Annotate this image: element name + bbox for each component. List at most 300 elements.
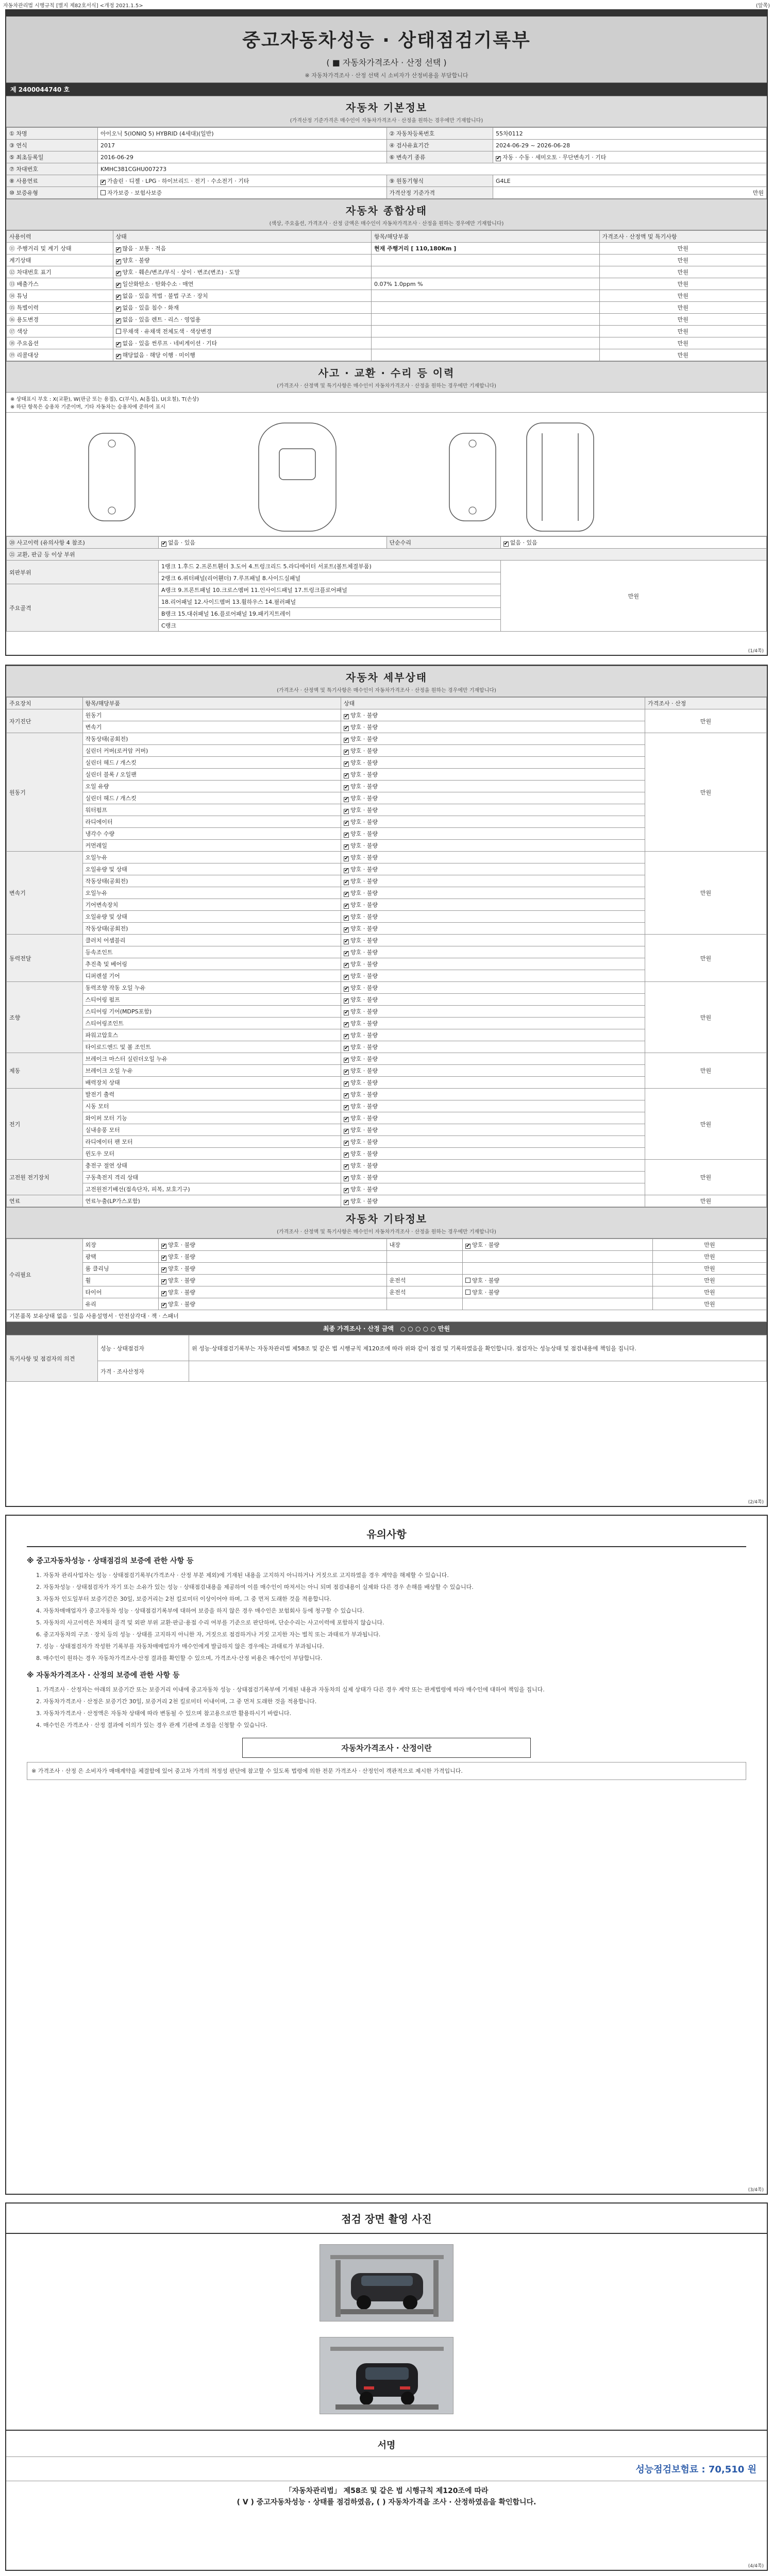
checkbox[interactable] (465, 1278, 470, 1283)
inspector-text: 위 성능·상태점검기록부는 자동차관리법 제58조 및 같은 법 시행규칙 제120조에 따라 위와 같이 점검 및 기록하였음을 확인합니다. 점검자는 성능상태 및 점검내용에 책임을 집니다. (189, 1335, 767, 1361)
other-item: 룸 클리닝 (82, 1263, 159, 1275)
item-label: 충전구 절연 상태 (82, 1160, 341, 1172)
item-price: 만원 (645, 1160, 767, 1195)
notice-item: 2. 자동차성능 · 상태점검자가 자기 또는 소유가 있는 성능 · 상태점검내용을 제공하여 이를 매수인이 따져서는 아니 되며 점검내용이 실제와 다른 경우 손해를 배상할 수 있습니다. (36, 1584, 474, 1590)
status-options: 양호 · 불량 (350, 1115, 378, 1122)
row-price: 만원 (599, 290, 767, 302)
row-label: ⑰ 색상 (7, 326, 113, 337)
checkbox[interactable] (161, 1303, 166, 1308)
other-info-table (6, 1239, 767, 1322)
frame-b: B랭크 15.대쉬패널 16.플로어패널 19.패키지트레이 (159, 608, 501, 620)
car-lift-photo-2 (320, 2337, 453, 2414)
page-number: (4/4쪽) (748, 2564, 764, 2569)
status-options: 양호 · 불량 (350, 783, 378, 790)
item-label: 오일유량 및 상태 (82, 863, 341, 875)
item-status (341, 1053, 645, 1065)
row-status (113, 337, 372, 349)
value-transmission (493, 151, 767, 163)
table-row (7, 1275, 767, 1286)
checkbox[interactable] (344, 1046, 349, 1051)
row-label: ⑫ 차대번호 표기 (7, 266, 113, 278)
item-label: 라디에이터 (82, 816, 341, 828)
row-detail (372, 349, 600, 361)
checkbox[interactable] (116, 283, 121, 288)
checkbox[interactable] (344, 750, 349, 755)
table-row (7, 314, 767, 326)
checkbox[interactable] (116, 354, 121, 359)
checkbox[interactable] (344, 821, 349, 826)
checkbox[interactable] (161, 541, 166, 547)
label-vin: ⑦ 차대번호 (7, 163, 98, 175)
frame-a: A랭크 9.프론트패널 10.크로스멤버 11.인사이드패널 17.트렁크플로어패널 (159, 584, 501, 596)
col-header: 항목/해당부품 (82, 698, 341, 709)
car-frame-view (527, 423, 594, 531)
warranty-options: 자가보증 · 보험사보증 (107, 190, 162, 196)
simple-repair-options: 없음 · 있음 (510, 539, 537, 546)
item-label: 실린더 헤드 / 개스킷 (82, 757, 341, 769)
checkbox[interactable] (116, 307, 121, 312)
item-label: 오일누유 (82, 852, 341, 863)
final-table (6, 1335, 767, 1382)
item-status (341, 1018, 645, 1029)
item-status (341, 1172, 645, 1183)
checkbox[interactable] (100, 180, 106, 185)
table-row (7, 128, 767, 140)
notice-item: 1. 자동차 관리사업자는 성능 · 상태점검기록부(가격조사 · 산정 부분 제외)에 기재된 내용을 고지하지 아니하거나 거짓으로 고지하였을 경우 계약을 해제할 수 있습니다. (36, 1572, 449, 1579)
notice-item: 3. 자동차가격조사 · 산정액은 자동차 상태에 따라 변동될 수 있으며 참고용으로만 활용하시기 바랍니다. (36, 1710, 292, 1717)
simple-repair-label: 단순수리 (386, 537, 500, 549)
table-row (7, 326, 767, 337)
wheel-marker (108, 440, 115, 447)
row-detail (372, 337, 600, 349)
row-label: ⑭ 튜닝 (7, 290, 113, 302)
item-price: 만원 (645, 733, 767, 852)
notice-item: 8. 매수인이 원하는 경우 자동차가격조사·산정 결과를 확인할 수 있으며, 가격조사·산정 비용은 매수인이 부담합니다. (36, 1655, 323, 1662)
item-status (341, 911, 645, 923)
checkbox[interactable] (344, 1188, 349, 1193)
signature-title: 서명 (6, 2430, 767, 2456)
row-price: 만원 (599, 326, 767, 337)
notice-item: 3. 자동차 인도일부터 보증기간은 30일, 보증거리는 2천 킬로미터 이상이어야 하며, 그 중 먼저 도래한 것을 적용합니다. (36, 1596, 331, 1602)
outer-rank1-text: 1랭크 1.후드 2.프론트휀더 3.도어 4.트렁크리드 (161, 563, 281, 570)
checkbox[interactable] (344, 927, 349, 933)
row-label: 계기상태 (7, 255, 113, 266)
checkbox[interactable] (116, 342, 121, 347)
row-detail (372, 255, 600, 266)
table-row (7, 1195, 767, 1207)
col-header: 가격조사 · 산정액 및 특기사항 (599, 231, 767, 243)
checkbox[interactable] (161, 1267, 166, 1273)
item-label: 커먼레일 (82, 840, 341, 852)
item-status (341, 1183, 645, 1195)
status-options: 양호 · 불량 (350, 807, 378, 814)
table-row (7, 1251, 767, 1263)
status-options: 양호 · 불량 (350, 795, 378, 802)
item-status (341, 994, 645, 1006)
car-lift-photo (320, 2245, 453, 2321)
transmission-options: 자동 · 수동 · 세미오토 · 무단변속기 · 기타 (502, 154, 607, 161)
status-options: 양호 · 불량 (350, 961, 378, 968)
item-price: 만원 (645, 1195, 767, 1207)
item-label: 윈도우 모터 (82, 1148, 341, 1160)
table-row (7, 302, 767, 314)
checkbox[interactable] (344, 868, 349, 873)
item-status (341, 1124, 645, 1136)
item-label: 클러치 어셈블리 (82, 935, 341, 946)
item-status (341, 721, 645, 733)
item-status (341, 923, 645, 935)
group-label: 자기진단 (7, 709, 83, 733)
item-status (341, 1148, 645, 1160)
checkbox[interactable] (344, 1141, 349, 1146)
notice-item: 4. 매수인은 가격조사 · 산정 결과에 이의가 있는 경우 관계 기관에 조정을 신청할 수 있습니다. (36, 1722, 267, 1728)
checkbox[interactable] (344, 726, 349, 731)
checkbox[interactable] (344, 809, 349, 814)
accident-value (159, 537, 387, 549)
table-row (7, 733, 767, 745)
other-item: 휠 (82, 1275, 159, 1286)
other-info-note: (가격조사 · 산정액 및 특기사항은 매수인이 자동차가격조사 · 산정을 원하는 경우에만 기재합니다) (277, 1229, 496, 1235)
other-status-empty (463, 1251, 653, 1263)
value-inspection-period: 2024-06-29 ~ 2026-06-28 (493, 140, 767, 151)
item-label: 추진축 및 베어링 (82, 958, 341, 970)
checkbox[interactable] (344, 916, 349, 921)
item-label: 워터펌프 (82, 804, 341, 816)
notice-item: 7. 성능 · 상태점검자가 작성한 기록부를 자동차매매업자가 매수인에게 발급하지 않은 경우에는 과태료가 부과됩니다. (36, 1643, 324, 1650)
checkbox[interactable] (344, 951, 349, 956)
item-price: 만원 (645, 935, 767, 982)
checkbox[interactable] (344, 761, 349, 767)
group-label: 변속기 (7, 852, 83, 935)
checkbox[interactable] (344, 738, 349, 743)
status-options: 양호 · 불량 (168, 1265, 195, 1272)
item-status (341, 958, 645, 970)
checkbox[interactable] (161, 1256, 166, 1261)
item-status (341, 970, 645, 982)
checkbox[interactable] (496, 156, 501, 161)
table-row (7, 1286, 767, 1298)
value-first-reg: 2016-06-29 (98, 151, 387, 163)
basic-info-table (6, 127, 767, 199)
status-options: 양호 · 불량 (350, 724, 378, 731)
page-number: (1/4쪽) (748, 649, 764, 654)
item-label: 라디에이터 팬 모터 (82, 1136, 341, 1148)
value-warranty (98, 187, 387, 199)
table-header-row (7, 698, 767, 709)
item-label: 타이로드엔드 및 볼 조인트 (82, 1041, 341, 1053)
notice-item: 5. 자동차의 사고이력은 차체의 골격 및 외판 부위 교환·판금·용접 수리 여부를 기준으로 판단하며, 단순수리는 사고이력에 포함하지 않습니다. (36, 1619, 384, 1626)
final-price-title: 최종 가격조사 · 산정 금액 (323, 1325, 394, 1332)
checkbox[interactable] (344, 975, 349, 980)
car-diagram (6, 413, 767, 536)
status-options: 양호 · 불량 (350, 1103, 378, 1110)
item-status (341, 899, 645, 911)
table-row (7, 1335, 767, 1361)
table-row (7, 255, 767, 266)
row-status (113, 326, 372, 337)
checkbox[interactable] (116, 329, 121, 334)
row-label: ⑯ 용도변경 (7, 314, 113, 326)
car-side-right (449, 433, 496, 521)
notice-title: 유의사항 (27, 1526, 746, 1547)
checkbox[interactable] (344, 939, 349, 944)
item-status (341, 828, 645, 840)
detail-table (6, 697, 767, 1207)
value-plate: 55차0112 (493, 128, 767, 140)
top-bar (6, 10, 767, 16)
item-status (341, 946, 645, 958)
label-plate: ② 자동차등록번호 (386, 128, 493, 140)
item-label: 실린더 헤드 / 개스킷 (82, 792, 341, 804)
checkbox[interactable] (161, 1244, 166, 1249)
car-top-view (259, 423, 336, 531)
checkbox[interactable] (116, 318, 121, 324)
status-options: 양호 · 불량 (472, 1242, 499, 1248)
accident-legend-2: ※ 하단 항목은 승용차 기준이며, 기타 자동차는 승용차에 준하여 표시 (10, 404, 165, 410)
checkbox[interactable] (344, 1034, 349, 1039)
row-status (113, 266, 372, 278)
checkbox[interactable] (344, 1176, 349, 1181)
checkbox[interactable] (465, 1244, 470, 1249)
status-options: 양호 · 불량 (350, 1091, 378, 1098)
checkbox[interactable] (344, 963, 349, 968)
item-status (341, 1195, 645, 1207)
row-status (113, 314, 372, 326)
status-text: 양호 · 훼손/변조/부식 · 상이 · 변조(변조) · 도말 (122, 269, 240, 276)
checkbox[interactable] (344, 1164, 349, 1170)
item-label: 등속조인트 (82, 946, 341, 958)
col-header: 항목/해당부품 (372, 231, 600, 243)
other-status (159, 1239, 387, 1251)
item-label: 원동기 (82, 709, 341, 721)
table-row (7, 266, 767, 278)
basic-info-header (6, 96, 767, 127)
outer-rank1b-text: 5.라디에이터 서포트(볼트체결부품) (283, 563, 372, 570)
status-options: 양호 · 불량 (350, 854, 378, 861)
status-options: 양호 · 불량 (350, 1127, 378, 1133)
form-title: 중고자동차성능 · 상태점검기록부 (242, 30, 531, 51)
status-options: 양호 · 불량 (350, 1139, 378, 1145)
checkbox[interactable] (344, 904, 349, 909)
other-item (386, 1298, 463, 1310)
value-vin: KMHC381CGHU007273 (98, 163, 767, 175)
item-status (341, 1065, 645, 1077)
checkbox[interactable] (344, 1070, 349, 1075)
row-status (113, 243, 372, 255)
other-status (159, 1275, 387, 1286)
status-options: 양호 · 불량 (168, 1289, 195, 1296)
status-options: 양호 · 불량 (350, 1056, 378, 1062)
checkbox[interactable] (344, 773, 349, 778)
status-options: 양호 · 불량 (350, 712, 378, 719)
basic-info-title: 자동차 기본정보 (345, 101, 428, 114)
status-options: 양호 · 불량 (350, 996, 378, 1003)
item-status (341, 1029, 645, 1041)
col-header: 주요장치 (7, 698, 83, 709)
page-number: (2/4쪽) (748, 1500, 764, 1505)
accident-table (6, 536, 767, 632)
status-options: 양호 · 불량 (350, 1186, 378, 1193)
checkbox[interactable] (344, 1105, 349, 1110)
other-status (463, 1239, 653, 1251)
status-options: 양호 · 불량 (350, 902, 378, 908)
item-status (341, 1112, 645, 1124)
table-row (7, 537, 767, 549)
checkbox[interactable] (344, 1129, 349, 1134)
insurance-fee-label: 성능점검보험료 (635, 2464, 699, 2475)
item-label: 브레이크 오일 누유 (82, 1065, 341, 1077)
item-status (341, 733, 645, 745)
row-price: 만원 (599, 278, 767, 290)
item-status (341, 1077, 645, 1089)
item-label: 동력조향 작동 오일 누유 (82, 982, 341, 994)
status-options: 양호 · 불량 (350, 1162, 378, 1169)
checkbox[interactable] (344, 1058, 349, 1063)
status-options: 양호 · 불량 (350, 1020, 378, 1027)
accident-options: 없음 · 있음 (168, 539, 195, 546)
item-status (341, 816, 645, 828)
table-row (7, 140, 767, 151)
group-label: 동력전달 (7, 935, 83, 982)
checkbox[interactable] (161, 1279, 166, 1284)
checkbox[interactable] (344, 880, 349, 885)
outer-rank2: 2랭크 6.쿼터패널(리어휀더) 7.루프패널 8.사이드실패널 (159, 572, 501, 584)
checkbox[interactable] (344, 892, 349, 897)
checkbox[interactable] (503, 541, 509, 547)
table-row (7, 163, 767, 175)
item-status (341, 982, 645, 994)
checkbox[interactable] (344, 1010, 349, 1015)
other-item (386, 1263, 463, 1275)
row-label: ⑲ 리콜대상 (7, 349, 113, 361)
table-row (7, 1310, 767, 1322)
page-4 (5, 2202, 768, 2571)
item-label: 연료누출(LP가스포함) (82, 1195, 341, 1207)
wheel-marker (108, 507, 115, 514)
item-status (341, 863, 645, 875)
summary-header (6, 199, 767, 230)
checkbox[interactable] (344, 1081, 349, 1087)
status-options: 양호 · 불량 (168, 1301, 195, 1308)
car-outline-diagram (6, 413, 767, 536)
table-row (7, 1361, 767, 1382)
checkbox[interactable] (344, 1153, 349, 1158)
row-label: ⑮ 특별이력 (7, 302, 113, 314)
checkbox[interactable] (465, 1290, 470, 1295)
row-price: 만원 (599, 243, 767, 255)
checkbox[interactable] (344, 1022, 349, 1027)
inspection-photo-rear (320, 2337, 453, 2414)
item-label: 냉각수 수량 (82, 828, 341, 840)
status-options: 양호 · 불량 (472, 1277, 499, 1284)
value-car-name: 아이오닉 5(IONIQ 5) HYBRID (4세대)(일반) (98, 128, 387, 140)
checkbox[interactable] (344, 797, 349, 802)
row-price: 만원 (599, 349, 767, 361)
status-options: 양호 · 불량 (350, 819, 378, 825)
checkbox[interactable] (344, 856, 349, 861)
item-label: 디퍼렌셜 기어 (82, 970, 341, 982)
group-label: 고전원 전기장치 (7, 1160, 83, 1195)
item-status (341, 1136, 645, 1148)
wheel-marker (469, 440, 476, 447)
checkbox[interactable] (344, 833, 349, 838)
table-row (7, 561, 767, 572)
checkbox[interactable] (100, 190, 106, 195)
detail-header (6, 666, 767, 697)
checkbox[interactable] (116, 271, 121, 276)
table-row (7, 278, 767, 290)
checkbox[interactable] (161, 1291, 166, 1296)
label-transmission: ⑥ 변속기 종류 (386, 151, 493, 163)
col-header: 상태 (341, 698, 645, 709)
table-row (7, 175, 767, 187)
checkbox[interactable] (344, 714, 349, 719)
item-status (341, 1160, 645, 1172)
checkbox[interactable] (116, 295, 121, 300)
checkbox[interactable] (344, 1093, 349, 1098)
row-status (113, 290, 372, 302)
table-row (7, 290, 767, 302)
status-options: 양호 · 불량 (350, 866, 378, 873)
item-label: 작동상태(공회전) (82, 875, 341, 887)
row-price: 만원 (599, 255, 767, 266)
checkbox[interactable] (344, 785, 349, 790)
table-row (7, 852, 767, 863)
label-car-name: ① 차명 (7, 128, 98, 140)
item-price: 만원 (645, 1053, 767, 1089)
status-options: 양호 · 불량 (350, 1174, 378, 1181)
item-status (341, 887, 645, 899)
table-row (7, 1298, 767, 1310)
checkbox[interactable] (344, 987, 349, 992)
table-row (7, 935, 767, 946)
other-status (159, 1263, 387, 1275)
item-label: 작동상태(공회전) (82, 733, 341, 745)
item-label: 브레이크 마스터 실린더오일 누유 (82, 1053, 341, 1065)
label-base-price: 가격산정 기준가격 (386, 187, 493, 199)
notice-item: 4. 자동차매매업자가 중고자동차 성능 · 상태점검기록부에 대하여 보증을 하지 않은 경우 매수인은 보험회사 등에 청구할 수 있습니다. (36, 1607, 364, 1614)
page-1 (5, 9, 768, 656)
label-engine: ⑨ 원동기형식 (386, 175, 493, 187)
checkbox[interactable] (344, 844, 349, 850)
checkbox[interactable] (116, 259, 121, 264)
basic-items: 기본품목 보유상태 없음 · 있음 사용설명서 · 안전삼각대 · 잭 · 스패너 (7, 1310, 767, 1322)
status-options: 양호 · 불량 (350, 748, 378, 754)
item-label: 오일누유 (82, 887, 341, 899)
item-status (341, 781, 645, 792)
value-base-price: 만원 (493, 187, 767, 199)
item-label: 오일유량 및 상태 (82, 911, 341, 923)
other-status (159, 1286, 387, 1298)
table-row (7, 982, 767, 994)
group-label: 제동 (7, 1053, 83, 1089)
value-engine: G4LE (493, 175, 767, 187)
item-status (341, 852, 645, 863)
status-options: 양호 · 불량 (350, 1008, 378, 1015)
inspection-photo-front (320, 2244, 453, 2321)
checkbox[interactable] (344, 1117, 349, 1122)
checkbox[interactable] (116, 247, 121, 252)
checkbox[interactable] (344, 1200, 349, 1205)
item-status (341, 745, 645, 757)
other-item: 내장 (386, 1239, 463, 1251)
checkbox[interactable] (344, 998, 349, 1004)
table-row (7, 349, 767, 361)
notice-subtitle-1: ※ 중고자동차성능 · 상태점검의 보증에 관한 사항 등 (27, 1557, 194, 1565)
item-status (341, 1089, 645, 1100)
item-status (341, 935, 645, 946)
frame-c: C랭크 (159, 620, 501, 632)
